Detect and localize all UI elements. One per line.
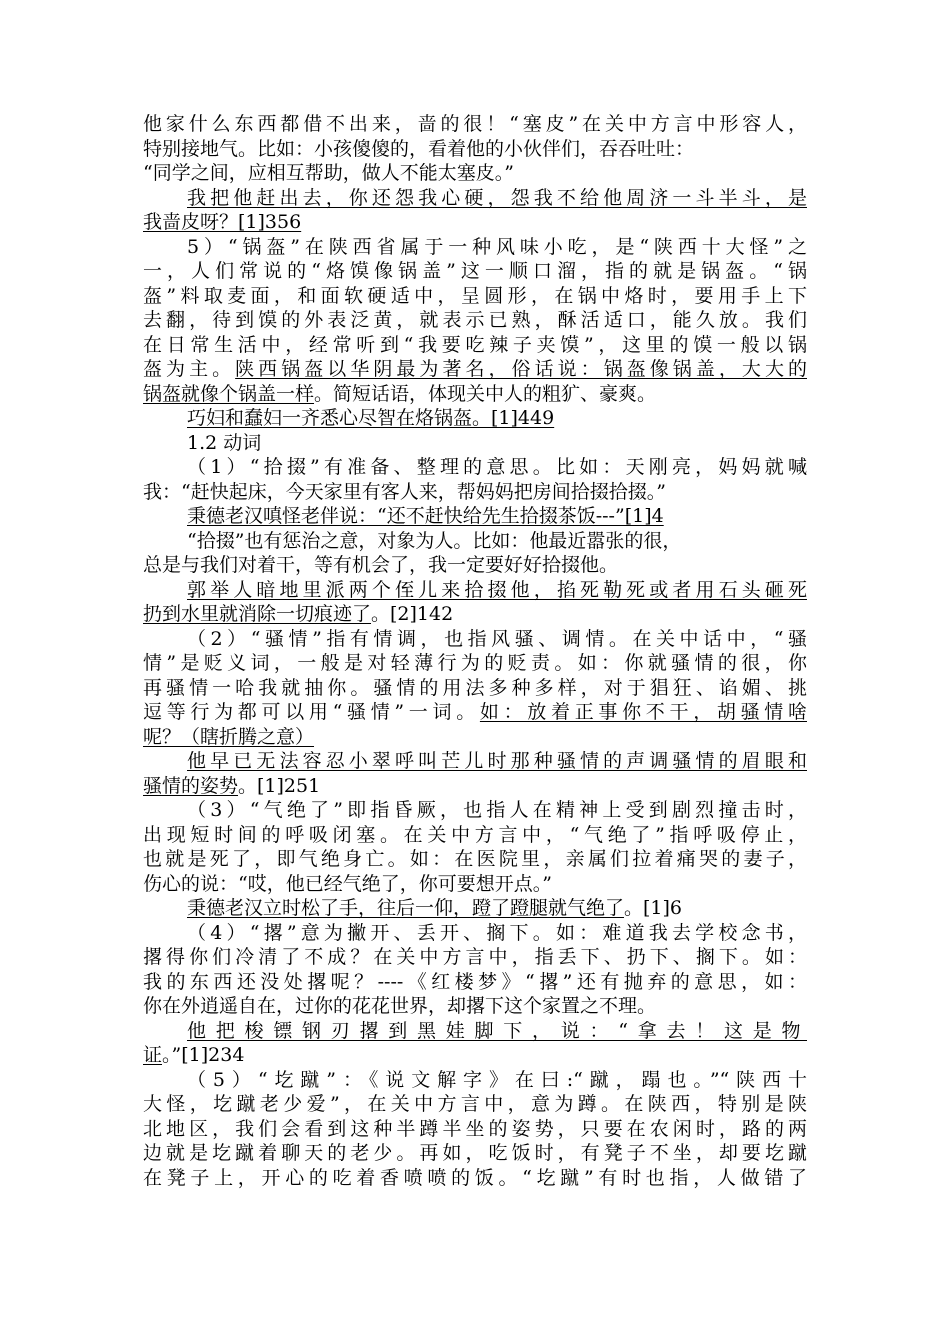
- text-line: [143, 112, 807, 137]
- text-run: （4）“撂”意为撇开、丢开、搁下。如：难道我去学校念书，: [187, 921, 807, 944]
- text-line: [143, 382, 807, 407]
- text-run: 我的东西还没处撂呢？----《红楼梦》“撂”还有抛弃的意思，如：: [143, 970, 807, 993]
- text-run: 也就是死了，即气绝身亡。如：在医院里，亲属们拉着痛哭的妻子，: [143, 848, 807, 870]
- text-line: [143, 259, 807, 284]
- text-line: [143, 847, 807, 872]
- quoted-example: 锅盔就像个锅盖一样: [143, 382, 315, 405]
- text-line: [143, 1141, 807, 1166]
- text-run: 去翻，待到馍的外表泛黄，就表示已熟，酥活适口，能久放。我们: [143, 309, 807, 331]
- text-run: 再骚情一哈我就抽你。骚情的用法多种多样，对于猖狂、谄媚、挑: [143, 676, 807, 699]
- text-line: [143, 1068, 807, 1093]
- text-line: [143, 651, 807, 676]
- quoted-example: 我把他赶出去，你还怨我心硬，怨我不给他周济一斗半斗，是: [187, 186, 807, 209]
- quoted-example: 他早已无法容忍小翠呼叫芒儿时那种骚情的声调骚情的眉眼和: [187, 750, 807, 772]
- text-run: 特别接地气。比如：小孩傻傻的，看着他的小伙伴们，吞吞吐吐：: [143, 137, 695, 160]
- text-run: （5）“圪蹴”：《说文解字》在曰:“蹴，蹋也。”“陕西十: [187, 1068, 807, 1091]
- text-line: [143, 137, 807, 162]
- text-run: 我：“赶快起床，今天家里有客人来，帮妈妈把房间拾掇拾掇。”: [143, 480, 666, 503]
- quoted-example: 陕西锅盔以华阴最为著名，俗话说：锅盔像锅盖，大大的: [235, 358, 807, 380]
- text-line: [143, 970, 807, 995]
- text-line: [143, 823, 807, 848]
- text-run: 北地区，我们会看到这种半蹲半坐的姿势，只要在农闲时，路的两: [143, 1117, 807, 1140]
- quoted-example: 巧妇和蠢妇一齐悉心尽智在烙锅盔。[1]449: [187, 407, 555, 429]
- text-line: [143, 480, 807, 505]
- text-line: [143, 1019, 807, 1044]
- text-line: [143, 235, 807, 260]
- text-run: “拾掇”也有惩治之意，对象为人。比如：他最近嚣张的很，: [187, 529, 682, 552]
- text-line: [143, 578, 807, 603]
- text-run: （1）“拾掇”有准备、整理的意思。比如：天刚亮，妈妈就喊: [187, 456, 807, 478]
- text-run: 大怪，圪蹴老少爱”，在关中方言中，意为蹲。在陕西，特别是陕: [143, 1093, 807, 1115]
- quoted-example: 秉德老汉立时松了手，往后一仰，蹬了蹬腿就气绝了: [187, 897, 625, 919]
- text-run: （3）“气绝了”即指昏厥，也指人在精神上受到剧烈撞击时，: [187, 799, 807, 821]
- text-line: [143, 602, 807, 627]
- text-line: [143, 627, 807, 652]
- text-line: [143, 186, 807, 211]
- text-run: 撂得你们冷清了不成？在关中方言中，指丢下、扔下、搁下。如：: [143, 946, 807, 968]
- text-line: [143, 945, 807, 970]
- quoted-example: 他把梭镖钢刃撂到黑娃脚下，说：“拿去！这是物: [187, 1019, 807, 1042]
- text-run: 逗等行为都可以用“骚情”一词。: [143, 701, 480, 723]
- text-run: 1.2 动词: [187, 431, 262, 454]
- text-line: [143, 284, 807, 309]
- text-run: “同学之间，应相互帮助，做人不能太塞皮。”: [143, 162, 514, 184]
- text-run: 伤心的说：“哎，他已经气绝了，你可要想开点。”: [143, 872, 552, 895]
- text-line: [143, 161, 807, 186]
- text-line: [143, 210, 807, 235]
- text-run: 出现短时间的呼吸闭塞。在关中方言中，“气绝了”指呼吸停止，: [143, 823, 807, 846]
- text-run: （2）“骚情”指有情调，也指风骚、调情。在关中话中，“骚: [187, 627, 807, 650]
- text-line: [143, 455, 807, 480]
- quoted-example: 如：放着正事你不干，胡骚情啥: [479, 701, 807, 723]
- text-line: [143, 529, 807, 554]
- quoted-example: 秉德老汉嗔怪老伴说：“还不赶快给先生拾掇茶饭---”[1]4: [187, 505, 664, 527]
- quoted-example: 我啬皮呀？[1]356: [143, 211, 302, 233]
- text-line: [143, 700, 807, 725]
- text-run: 总是与我们对着干，等有机会了，我一定要好好拾掇他。: [143, 554, 619, 576]
- text-line: [143, 1043, 807, 1068]
- text-run: 在日常生活中，经常听到“我要吃辣子夹馍”，这里的馍一般以锅: [143, 333, 807, 356]
- text-run: 。[1]6: [624, 897, 683, 919]
- text-run: 。”[1]234: [162, 1044, 245, 1066]
- text-run: 。[2]142: [371, 603, 454, 625]
- text-run: 盔”料取麦面，和面软硬适中，呈圆形，在锅中烙时，要用手上下: [143, 284, 807, 307]
- text-run: 边就是圪蹴着聊天的老少。再如，吃饭时，有凳子不坐，却要圪蹴: [143, 1142, 807, 1164]
- text-line: [143, 896, 807, 921]
- text-line: [143, 921, 807, 946]
- text-line: [143, 774, 807, 799]
- quoted-example: 扔到水里就消除一切痕迹了: [143, 603, 372, 625]
- text-run: 情”是贬义词，一般是对轻薄行为的贬责。如：你就骚情的很，你: [143, 652, 807, 674]
- text-run: 一，人们常说的“烙馍像锅盖”这一顺口溜，指的就是锅盔。“锅: [143, 260, 807, 282]
- text-line: [143, 357, 807, 382]
- quoted-example: 骚情的姿势: [143, 774, 239, 797]
- text-line: [143, 872, 807, 897]
- text-line: [143, 406, 807, 431]
- text-line: [143, 308, 807, 333]
- text-run: 。[1]251: [238, 774, 321, 797]
- text-line: [143, 676, 807, 701]
- text-run: 。简短话语，体现关中人的粗犷、豪爽。: [314, 382, 657, 405]
- text-line: [143, 994, 807, 1019]
- text-line: [143, 553, 807, 578]
- quoted-example: 证: [143, 1044, 163, 1066]
- quoted-example: 郭举人暗地里派两个侄儿来拾掇他，掐死勒死或者用石头砸死: [187, 578, 807, 601]
- text-run: 5）“锅盔”在陕西省属于一种风味小吃，是“陕西十大怪”之: [187, 235, 807, 258]
- text-line: [143, 1117, 807, 1142]
- text-line: [143, 725, 807, 750]
- text-run: 你在外逍遥自在，过你的花花世界，却撂下这个家置之不理。: [143, 995, 657, 1017]
- text-line: [143, 749, 807, 774]
- text-line: [143, 1092, 807, 1117]
- quoted-example: 呢？（瞎折腾之意）: [143, 725, 315, 748]
- text-run: 他家什么东西都借不出来，啬的很！“塞皮”在关中方言中形容人，: [143, 113, 807, 135]
- text-line: [143, 504, 807, 529]
- text-line: [143, 798, 807, 823]
- text-line: [143, 431, 807, 456]
- text-line: [143, 1166, 807, 1191]
- text-line: [143, 333, 807, 358]
- text-run: 盔为主。: [143, 358, 236, 380]
- body-text: [143, 112, 807, 1190]
- text-run: 在凳子上，开心的吃着香喷喷的饭。“圪蹴”有时也指，人做错了: [143, 1166, 807, 1189]
